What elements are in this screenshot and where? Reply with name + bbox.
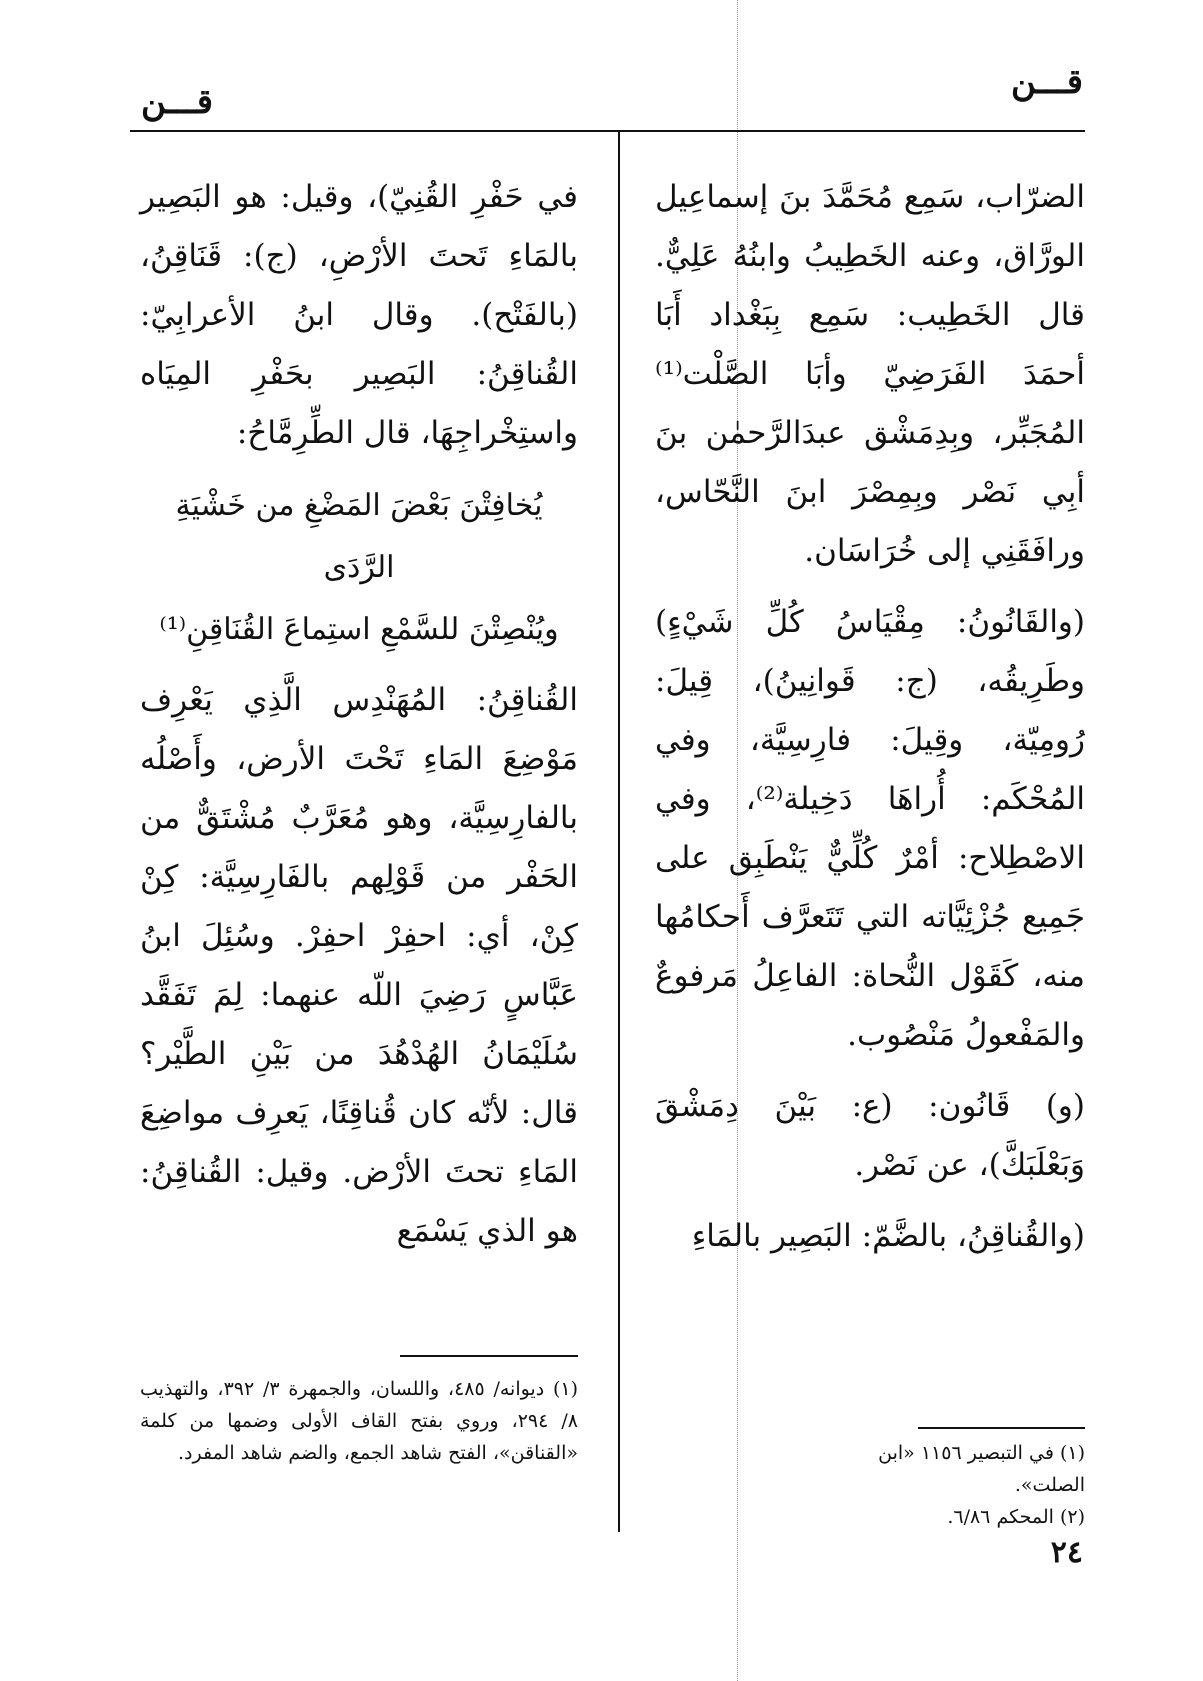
running-head-left: قـــن — [140, 82, 213, 122]
entry-paragraph: (و) قَانُون: (ع: بَيْنَ دِمَشْقَ وَبَعْلَبَكَّ)، عن نَصْر. — [655, 1088, 1085, 1183]
header-rule — [130, 130, 1085, 132]
page-number: ٢٤ — [1050, 1535, 1083, 1570]
footnote: (١) في التبصير ١١٥٦ «ابن الصلت». — [878, 1442, 1085, 1496]
entry-paragraph: في حَفْرِ القُنِيّ)، وقيل: هو البَصِير بالمَاءِ تَحتَ الأرْضِ، (ج): قَنَاقِنُ، (بالفَتْح). وقال ابنُ الأعرابِيّ: القُناقِنُ: البَصِير بحَفْرِ المِيَاه واستِخْراجِهَا، قال الطِّرِمَّاحُ: — [140, 179, 578, 451]
footnote-rule-left — [400, 1355, 578, 1357]
footnotes-right — [830, 1437, 1085, 1533]
entry-paragraph: (والقَانُونُ: مِقْيَاسُ كُلِّ شَيْءٍ) وطَرِيقُه، (ج: قَوانِينُ)، قِيلَ: رُومِيّة، وقِيلَ: فارِسِيَّة، وفي المُحْكَم: أُراهَا دَخِيلة⁽²⁾، وفي الاصْطِلاح: أمْرٌ كُلِّيٌّ يَنْطَبِق على جَمِيع جُزْئِيَّاته التي تَتَعرَّف أَحكامُها منه، كَقَوْل النُّحاة: الفاعِلُ مَرفوعٌ والمَفْعولُ مَنْصُوب. — [655, 604, 1085, 1053]
footnote-rule-right — [918, 1427, 1085, 1429]
running-head-right: قـــن — [1010, 62, 1083, 102]
entry-paragraph: القُناقِنُ: المُهَنْدِس الَّذِي يَعْرِف مَوْضِعَ المَاءِ تَحْتَ الأرض، وأَصْلُه بالفارِسِيَّة، وهو مُعَرَّبٌ مُشْتَقٌّ من الحَفْر من قَوْلِهم بالفَارِسِيَّة: كِنْ كِنْ، أي: احفِرْ احفِرْ. وسُئِلَ ابنُ عَبَّاسٍ رَضِيَ اللّه عنهما: لِمَ تَفَقَّد سُلَيْمَانُ الهُدْهُدَ من بَيْنِ الطَّيْر؟ قال: لأنّه كان قُناقِنًا، يَعرِف مواضِعَ المَاءِ تحتَ الأرْض. وقيل: القُناقِنُ: هو الذي يَسْمَع — [140, 682, 578, 1249]
left-column — [140, 168, 578, 1273]
footnote: (١) ديوانه/ ٤٨٥، واللسان، والجمهرة ٣/ ٣٩٢، والتهذيب ٨/ ٢٩٤، وروي بفتح القاف الأولى وضمها من كلمة «القناقن»، الفتح شاهد الجمع، والضم شاهد المفرد. — [140, 1378, 578, 1464]
verse-line: يُخافِتْنَ بَعْضَ المَضْغِ من خَشْيَةِ الرَّدَى — [175, 488, 543, 585]
verse-line: ويُنْصِتْنَ للسَّمْعِ استِماعَ القُنَاقِنِ⁽¹⁾ — [159, 612, 559, 647]
footnote: (٢) المحكم ٦/٨٦. — [947, 1506, 1085, 1528]
right-column — [655, 168, 1085, 1278]
column-divider — [618, 132, 620, 1532]
footnotes-left — [140, 1373, 578, 1469]
entry-paragraph: الضرّاب، سَمِع مُحَمَّدَ بنَ إسماعِيل الورَّاق، وعنه الخَطِيبُ وابنُهُ عَلِيٌّ. قال الخَطِيب: سَمِع بِبَغْداد أَبَا أحمَدَ الفَرَضِيّ وأبَا الصَّلْت⁽¹⁾ المُجَبِّر، وبِدِمَشْق عبدَالرَّحمٰن بنَ أبِي نَصْر وبِمِصْرَ ابنَ النَّحّاس، ورافَقَنِي إلى خُرَاسَان. — [655, 179, 1085, 569]
entry-paragraph: (والقُناقِنُ، بالضَّمّ: البَصِير بالمَاءِ — [691, 1218, 1085, 1254]
